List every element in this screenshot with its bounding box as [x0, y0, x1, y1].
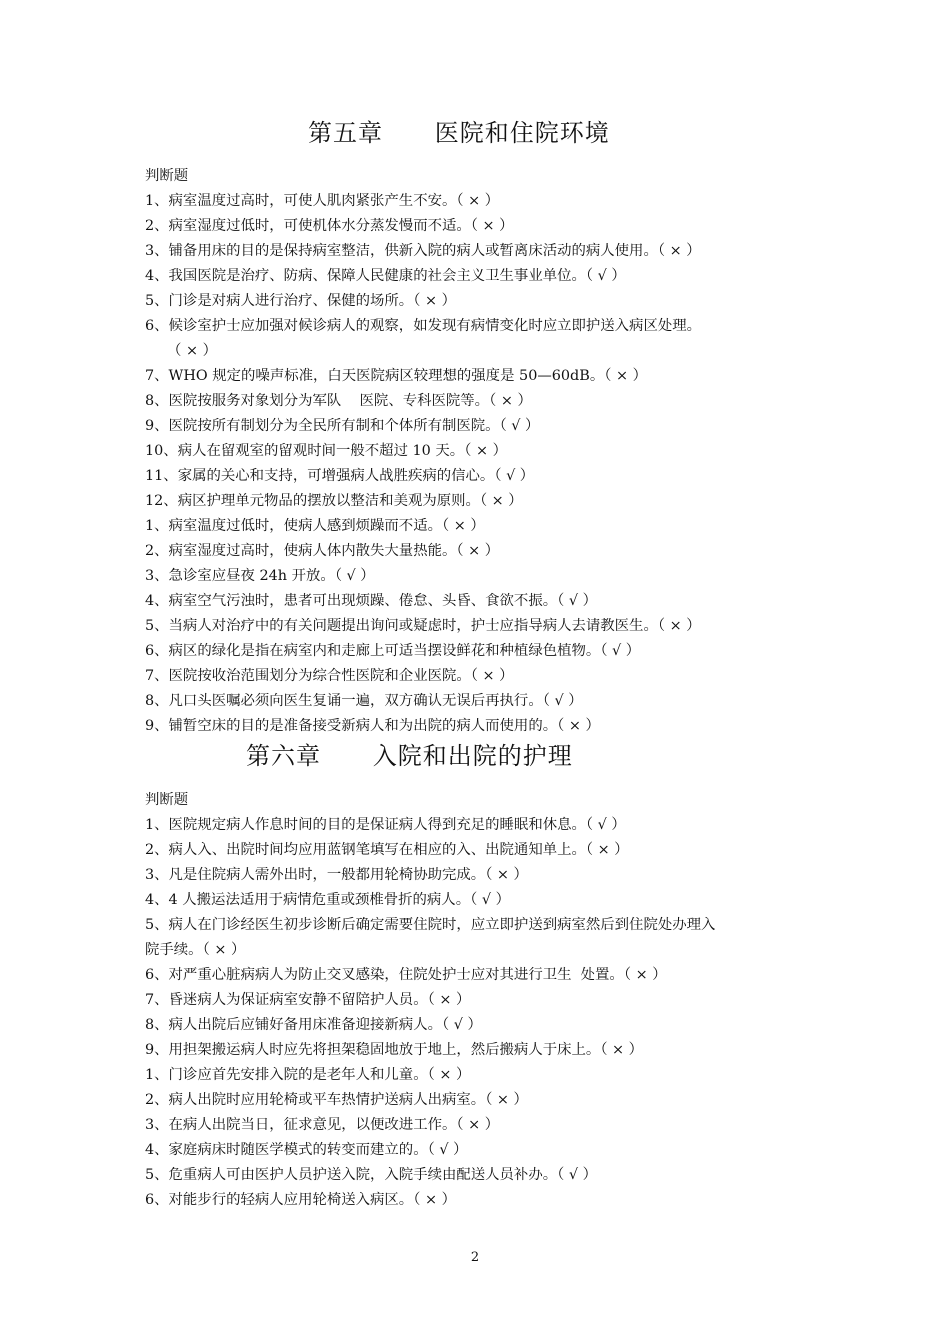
question-line: 10、病人在留观室的留观时间一般不超过 10 天。（ × ） [145, 443, 507, 459]
question-line: 3、凡是住院病人需外出时，一般都用轮椅协助完成。（ × ） [145, 867, 528, 883]
question-line: 6、候诊室护士应加强对候诊病人的观察，如发现有病情变化时应立即护送入病区处理。 [145, 318, 702, 334]
question-line: （ × ） [167, 343, 217, 359]
question-line: 6、病区的绿化是指在病室内和走廊上可适当摆设鲜花和种植绿色植物。（ √ ） [145, 643, 641, 659]
question-line: 1、病室温度过低时，使病人感到烦躁而不适。（ × ） [145, 518, 485, 534]
question-line: 9、铺暂空床的目的是准备接受新病人和为出院的病人而使用的。（ × ） [145, 718, 600, 734]
question-line: 3、急诊室应昼夜 24h 开放。（ √ ） [145, 568, 375, 584]
page-number: 2 [470, 1250, 480, 1265]
question-line: 4、我国医院是治疗、防病、保障人民健康的社会主义卫生事业单位。（ √ ） [145, 268, 626, 284]
question-line: 8、病人出院后应铺好备用床准备迎接新病人。（ √ ） [145, 1017, 482, 1033]
question-line: 8、凡口头医嘱必须向医生复诵一遍，双方确认无误后再执行。（ √ ） [145, 693, 583, 709]
question-line: 7、医院按收治范围划分为综合性医院和企业医院。（ × ） [145, 668, 514, 684]
question-line: 5、当病人对治疗中的有关问题提出询问或疑虑时，护士应指导病人去请教医生。（ × ） [145, 618, 701, 634]
question-line: 11、家属的关心和支持，可增强病人战胜疾病的信心。（ √ ） [145, 468, 535, 484]
section-heading: 判断题 [145, 168, 189, 184]
question-line: 1、病室温度过高时，可使人肌肉紧张产生不安。（ × ） [145, 193, 500, 209]
question-line: 3、在病人出院当日，征求意见，以便改进工作。（ × ） [145, 1117, 500, 1133]
question-line: 8、医院按服务对象划分为军队 医院、专科医院等。（ × ） [145, 393, 532, 409]
section-heading: 判断题 [145, 792, 189, 808]
question-line: 7、昏迷病人为保证病室安静不留陪护人员。（ × ） [145, 992, 471, 1008]
chapter-6-title: 第六章 入院和出院的护理 [246, 742, 573, 770]
question-line: 5、病人在门诊经医生初步诊断后确定需要住院时，应立即护送到病室然后到住院处办理入 [145, 917, 716, 933]
question-line: 5、危重病人可由医护人员护送入院，入院手续由配送人员补办。（ √ ） [145, 1167, 597, 1183]
question-line: 2、病人入、出院时间均应用蓝钢笔填写在相应的入、出院通知单上。（ × ） [145, 842, 629, 858]
question-line: 9、用担架搬运病人时应先将担架稳固地放于地上，然后搬病人于床上。（ × ） [145, 1042, 644, 1058]
question-line: 院手续。（ × ） [145, 942, 246, 958]
question-line: 1、门诊应首先安排入院的是老年人和儿童。（ × ） [145, 1067, 471, 1083]
question-line: 6、对严重心脏病病人为防止交叉感染，住院处护士应对其进行卫生 处置。（ × ） [145, 967, 667, 983]
question-line: 6、对能步行的轻病人应用轮椅送入病区。（ × ） [145, 1192, 456, 1208]
question-line: 2、病室湿度过高时，使病人体内散失大量热能。（ × ） [145, 543, 500, 559]
chapter-6-questions [145, 788, 815, 1213]
question-line: 4、病室空气污浊时，患者可出现烦躁、倦怠、头昏、食欲不振。（ √ ） [145, 593, 597, 609]
question-line: 3、铺备用床的目的是保持病室整洁，供新入院的病人或暂离床活动的病人使用。（ × ） [145, 243, 701, 259]
question-line: 2、病人出院时应用轮椅或平车热情护送病人出病室。（ × ） [145, 1092, 528, 1108]
question-line: 5、门诊是对病人进行治疗、保健的场所。（ × ） [145, 293, 456, 309]
question-line: 9、医院按所有制划分为全民所有制和个体所有制医院。（ √ ） [145, 418, 540, 434]
question-line: 1、医院规定病人作息时间的目的是保证病人得到充足的睡眠和休息。（ √ ） [145, 817, 626, 833]
question-line: 7、WHO 规定的噪声标准，白天医院病区较理想的强度是 50—60dB。（ × ） [145, 368, 648, 384]
question-line: 4、4 人搬运法适用于病情危重或颈椎骨折的病人。（ √ ） [145, 892, 510, 908]
chapter-5-questions [145, 164, 815, 739]
question-line: 4、家庭病床时随医学模式的转变而建立的。（ √ ） [145, 1142, 468, 1158]
question-line: 2、病室湿度过低时，可使机体水分蒸发慢而不适。（ × ） [145, 218, 514, 234]
chapter-5-title: 第五章 医院和住院环境 [308, 119, 610, 147]
question-line: 12、病区护理单元物品的摆放以整洁和美观为原则。（ × ） [145, 493, 523, 509]
